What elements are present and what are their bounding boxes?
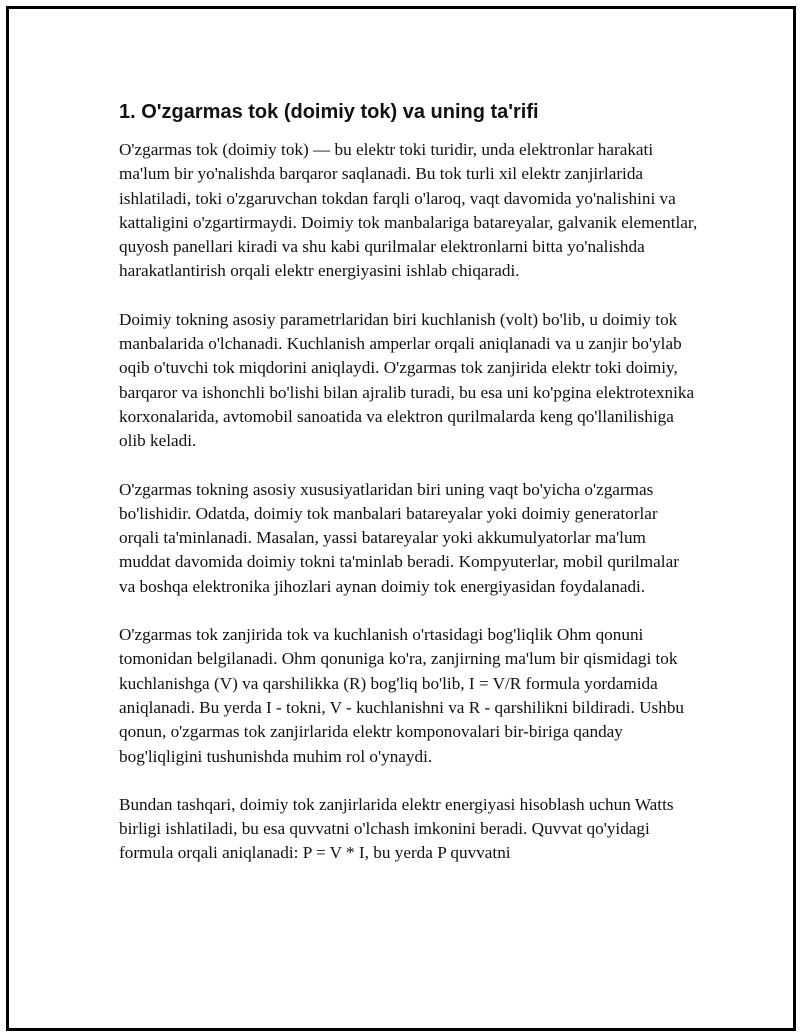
page-frame bbox=[6, 6, 796, 1031]
paragraph-2: Doimiy tokning asosiy parametrlaridan biri kuchlanish (volt) bo'lib, u doimiy tok manbalarida o'lchanadi. Kuchlanish amperlar orqali aniqlanadi va u zanjir bo'ylab oqib o'tuvchi tok miqdorini aniqlaydi. O'zgarmas tok zanjirida elektr toki doimiy, barqaror va ishonchli bo'lishi bilan ajralib turadi, bu esa uni ko'pgina elektrotexnika korxonalarida, avtomobil sanoatida va elektron qurilmalarda keng qo'llanilishiga olib keladi. bbox=[119, 309, 695, 451]
paragraph-5: Bundan tashqari, doimiy tok zanjirlarida elektr energiyasi hisoblash uchun Watts birligi ishlatiladi, bu esa quvvatni o'lchash imkonini beradi. Quvvat qo'yidagi formula orqali aniqlanadi: P = V * I, bu yerda P quvvatni bbox=[119, 794, 674, 863]
paragraph-3: O'zgarmas tokning asosiy xususiyatlaridan biri uning vaqt bo'yicha o'zgarmas bo'lishidir. Odatda, doimiy tok manbalari batareyalar yoki doimiy generatorlar orqali ta'minlanadi. Masalan, yassi batareyalar yoki akkumulyatorlar ma'lum muddat davomida doimiy tokni ta'minlab beradi. Kompyuterlar, mobil qurilmalar va boshqa elektronika jihozlari aynan doimiy tok energiyasidan foydalanadi. bbox=[119, 479, 679, 596]
section-heading: 1. O'zgarmas tok (doimiy tok) va uning ta'rifi bbox=[119, 101, 539, 123]
paragraph-4: O'zgarmas tok zanjirida tok va kuchlanish o'rtasidagi bog'liqlik Ohm qonuni tomonidan belgilanadi. Ohm qonuniga ko'ra, zanjirning ma'lum bir qismidagi tok kuchlanishga (V) va qarshilikka (R) bog'liq bo'lib, I = V/R formula yordamida aniqlanadi. Bu yerda I - tokni, V - kuchlanishni va R - qarshilikni bildiradi. Ushbu qonun, o'zgarmas tok zanjirlarida elektr komponovalari bir-biriga qanday bog'liqligini tushunishda muhim rol o'ynaydi. bbox=[119, 625, 685, 766]
document-body bbox=[119, 100, 699, 866]
paragraph-1: O'zgarmas tok (doimiy tok) — bu elektr toki turidir, unda elektronlar harakati ma'lum bir yo'nalishda barqaror saqlanadi. Bu tok turli xil elektr zanjirlarida ishlatiladi, toki o'zgaruvchan tokdan farqli o'laroq, vaqt davomida yo'nalishini va kattaligini o'zgartirmaydi. Doimiy tok manbalariga batareyalar, galvanik elementlar, quyosh panellari kiradi va shu kabi qurilmalar elektronlarni bitta yo'nalishda harakatlantirish orqali elektr energiyasini ishlab chiqaradi. bbox=[119, 140, 698, 281]
